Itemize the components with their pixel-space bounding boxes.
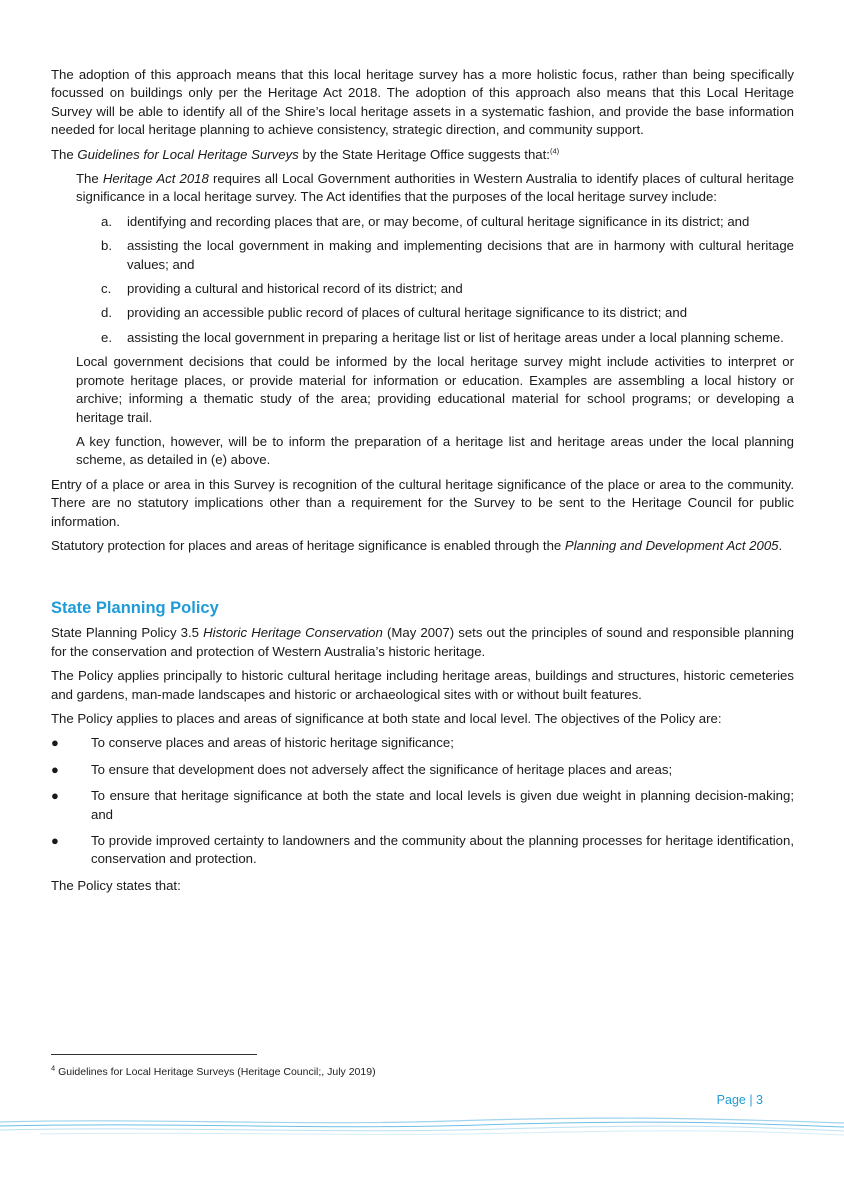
text-run: (May 2007) sets out the principles of sound and responsible planning for the conservation and protection of Western Australia’s historic heritage. [51,625,794,659]
footnote-marker: 4 [51,1063,56,1073]
footer-wave-decoration [0,1112,844,1142]
bullet-icon: ● [51,735,59,751]
list-marker: c. [101,281,112,297]
list-item-text: providing an accessible public record of places of cultural heritage significance to its district; and [127,305,688,321]
text-run: The [76,171,103,187]
footnote-reference: (4) [549,146,560,156]
act-title: Heritage Act 2018 [102,171,209,187]
list-item [101,213,794,231]
list-marker: b. [101,238,112,254]
footnote-text: Guidelines for Local Heritage Surveys (Heritage Council;, July 2019) [55,1066,376,1078]
text-run: Statutory protection for places and areas of heritage significance is enabled through the [51,537,565,553]
text-run: requires all Local Government authorities in Western Australia to identify places of cultural heritage significance in a local heritage survey. The Act identifies that the purposes of the local heritage survey include: [76,171,794,205]
footnote-divider [51,1054,257,1055]
list-item [101,304,794,322]
paragraph-holistic-focus: The adoption of this approach means that this local heritage survey has a more holistic focus, rather than being specifically focussed on buildings only per the Heritage Act 2018. The adoption of this approach also means that this Local Heritage Survey will be able to identify all of the Shire’s local heritage assets in a systematic fashion, and provide the base information needed for local heritage planning to achieve consistency, strategic direction, and community support. [51,67,794,138]
text-run: State Planning Policy 3.5 [51,625,204,641]
bullet-icon: ● [51,761,59,777]
paragraph-statutory-protection [51,537,794,555]
list-item [101,280,794,298]
text-run: by the State Heritage Office suggests that: [298,146,550,162]
text-run: . [778,537,783,553]
list-item [51,787,794,824]
list-marker: a. [101,213,112,229]
list-item-text: assisting the local government in making and implementing decisions that are in harmony with cultural heritage values; and [127,238,794,272]
paragraph-policy-scope: The Policy applies principally to historic cultural heritage including heritage areas, buildings and structures, historic cemeteries and gardens, man-made landscapes and historic or archaeological sites with or without built features. [51,668,794,702]
list-item-text: assisting the local government in preparing a heritage list or list of heritage areas under a local planning scheme. [127,329,784,345]
list-item [51,734,794,752]
quote-key-function: A key function, however, will be to inform the preparation of a heritage list and heritage areas under the local planning scheme, as detailed in (e) above. [76,433,794,468]
paragraph-policy-states: The Policy states that: [51,877,181,893]
purposes-list [51,213,794,347]
list-item-text: To conserve places and areas of historic heritage significance; [91,735,454,751]
list-item-text: providing a cultural and historical record of its district; and [127,281,463,297]
page-number: Page | 3 [716,1093,763,1107]
list-marker: d. [101,305,112,321]
paragraph-guidelines-intro [51,146,794,164]
list-item-text: To provide improved certainty to landowners and the community about the planning processes for heritage identification, conservation and protection. [91,833,794,867]
list-marker: e. [101,329,112,345]
paragraph-spp-intro [51,624,794,661]
text-run: The [51,146,78,162]
list-item-text: To ensure that heritage significance at both the state and local levels is given due weight in planning decision-making; and [91,788,794,822]
paragraph-policy-objectives-intro: The Policy applies to places and areas of significance at both state and local level. The objectives of the Policy are: [51,710,722,726]
list-item-text: identifying and recording places that are, or may become, of cultural heritage significance in its district; and [127,213,750,229]
list-item [51,761,794,779]
list-item [51,832,794,869]
act-title: Planning and Development Act 2005 [564,537,779,553]
footnote [51,1063,376,1078]
quote-heritage-act [76,170,794,207]
paragraph-entry-recognition: Entry of a place or area in this Survey is recognition of the cultural heritage significance of the place or area to the community. There are no statutory implications other than a requirement for the Survey to be sent to the Heritage Council for public information. [51,476,794,529]
objectives-list [51,734,794,868]
list-item-text: To ensure that development does not adversely affect the significance of heritage places and areas; [91,761,673,777]
list-item [101,237,794,274]
list-item [101,329,794,347]
bullet-icon: ● [51,833,59,848]
quote-local-decisions: Local government decisions that could be informed by the local heritage survey might include activities to interpret or promote heritage places, or provide material for information or education. Examples are assembling a local history or archive; informing a thematic study of the area; providing educational material for school programs; or developing a heritage trail. [76,354,794,425]
guidelines-title: Guidelines for Local Heritage Surveys [77,146,299,162]
policy-title: Historic Heritage Conservation [203,625,383,641]
section-heading: State Planning Policy [51,599,219,618]
document-body [51,66,794,901]
bullet-icon: ● [51,788,59,804]
